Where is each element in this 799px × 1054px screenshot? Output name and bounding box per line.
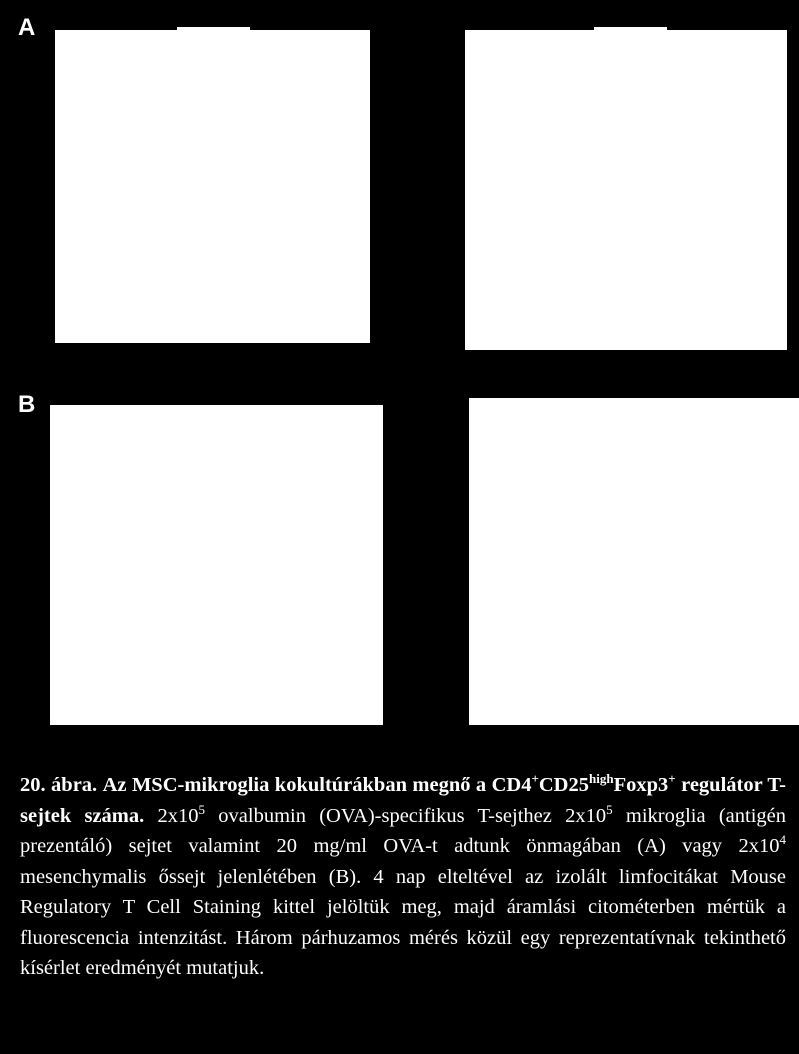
caption-sup-plus2: + [668, 771, 676, 787]
caption-body-part2: ovalbumin (OVA)-specifikus T-sejthez 2x10 [205, 804, 607, 827]
caption-body-part3: mikroglia (antigén prezentáló) sejtet valamint 20 mg/ml OVA-t adtunk önmagában (A) vagy 2x10 [20, 804, 787, 857]
panel-b-right-plot [469, 398, 799, 725]
panel-b-left-plot [50, 405, 383, 725]
panel-a-right-plot [465, 30, 787, 350]
caption-sup-5b: 5 [606, 801, 613, 817]
caption-title-part3: Foxp3 [613, 774, 669, 796]
caption-sup-4: 4 [779, 832, 786, 848]
caption-sup-5a: 5 [198, 801, 206, 817]
caption-title-part2: CD25 [538, 774, 589, 796]
panel-a-label: A [18, 14, 36, 41]
caption-title-part4: regulátor T-sejtek száma. [20, 774, 787, 827]
panel-a-left-plot [55, 30, 370, 343]
caption-sup-high: high [588, 771, 614, 787]
caption-title-part1: Az MSC-mikroglia kokultúrákban megnő a CD4 [102, 774, 532, 796]
caption-sup-plus1: + [531, 771, 539, 787]
panel-b-label: B [18, 391, 36, 418]
caption-body-part1: 2x10 [144, 804, 199, 827]
figure-caption [20, 770, 786, 984]
caption-body-part4: mesenchymalis őssejt jelenlétében (B). 4 nap elteltével az izolált limfocitákat Mouse Regulatory T Cell Staining kittel jelöltük meg, majd áramlási citométerben mértük a fluorescencia intenzitást. Három párhuzamos mérés közül egy reprezentatívnak tekinthető kísérlet eredményét mutatjuk. [20, 865, 786, 979]
caption-fig-number: 20. ábra. [20, 774, 98, 796]
